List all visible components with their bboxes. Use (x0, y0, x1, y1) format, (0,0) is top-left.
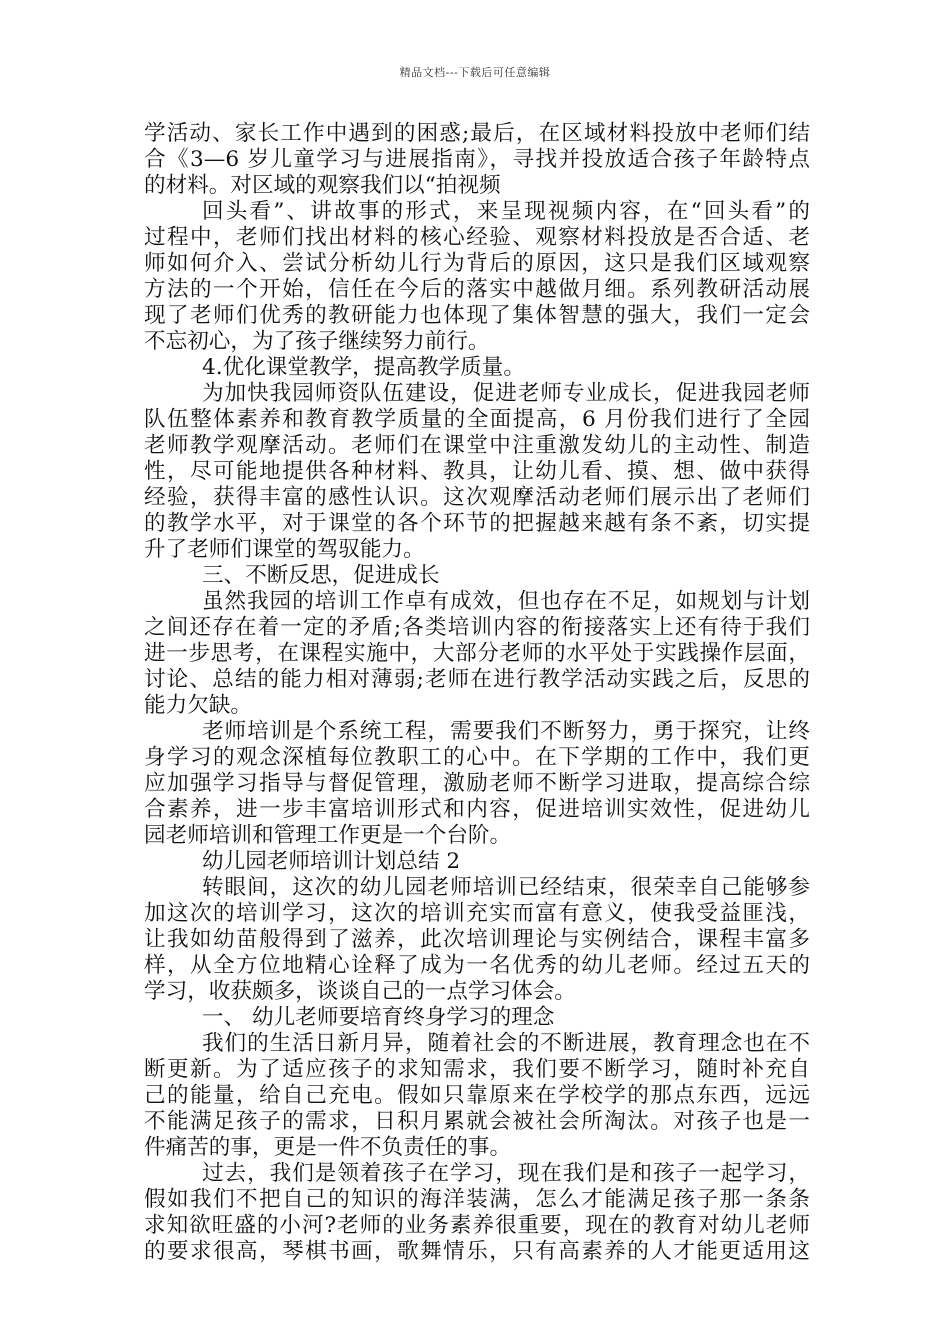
document-body (144, 121, 810, 1265)
paragraph (144, 1005, 810, 1031)
paragraph (144, 849, 810, 875)
page-header: 精品文档---下载后可任意编辑 (399, 66, 551, 79)
paragraph-line: 虽然我园的培训工作卓有成效，但也存在不足，如规划与计划 (202, 589, 810, 614)
paragraph-line: 回头看”、讲故事的形式，来呈现视频内容，在“回头看”的 (202, 199, 810, 224)
paragraph-line: 升了老师们课堂的驾驭能力。 (144, 537, 425, 562)
paragraph (144, 121, 810, 199)
paragraph-line: 我们的生活日新月异，随着社会的不断进展，教育理念也在不 (202, 1031, 810, 1056)
paragraph-line: 的教学水平，对于课堂的各个环节的把握越来越有条不紊，切实提 (144, 511, 810, 536)
paragraph (144, 1031, 810, 1161)
paragraph-line: 过程中，老师们找出材料的核心经验、观察材料投放是否合适、老 (144, 225, 810, 250)
paragraph-line: 样，从全方位地精心诠释了成为一名优秀的幼儿老师。经过五天的 (144, 953, 810, 978)
paragraph-line: 之间还存在着一定的矛盾;各类培训内容的衔接落实上还有待于我们 (144, 615, 810, 640)
paragraph-line: 不能满足孩子的需求，日积月累就会被社会所淘汰。对孩子也是一 (144, 1109, 810, 1134)
paragraph-line: 件痛苦的事，更是一件不负责任的事。 (144, 1135, 512, 1160)
paragraph (144, 875, 810, 1005)
paragraph-line: 的要求很高，琴棋书画，歌舞情乐，只有高素养的人才能更适用这 (144, 1239, 810, 1264)
paragraph-line: 假如我们不把自己的知识的海洋装满，怎么才能满足孩子那一条条 (144, 1187, 810, 1212)
paragraph-line: 经验，获得丰富的感性认识。这次观摩活动老师们展示出了老师们 (144, 485, 810, 510)
paragraph-line: 能力欠缺。 (144, 693, 252, 718)
paragraph-line: 断更新。为了适应孩子的求知需求，我们要不断学习，随时补充自 (144, 1057, 810, 1082)
paragraph-line: 应加强学习指导与督促管理，激励老师不断学习进取，提高综合综 (144, 771, 810, 796)
paragraph-line: 师如何介入、尝试分析幼儿行为背后的原因，这只是我们区域观察 (144, 251, 810, 276)
paragraph-line: 一、 幼儿老师要培育终身学习的理念 (202, 1005, 555, 1030)
paragraph-line: 身学习的观念深植每位教职工的心中。在下学期的工作中，我们更 (144, 745, 810, 770)
paragraph (144, 355, 810, 381)
paragraph-line: 加这次的培训学习，这次的培训充实而富有意义，使我受益匪浅， (144, 901, 810, 926)
paragraph-line: 性，尽可能地提供各种材料、教具，让幼儿看、摸、想、做中获得 (144, 459, 810, 484)
paragraph (144, 1161, 810, 1265)
paragraph-line: 学活动、家长工作中遇到的困惑;最后，在区域材料投放中老师们结 (144, 121, 810, 146)
paragraph (144, 381, 810, 563)
paragraph-line: 4.优化课堂教学，提高教学质量。 (202, 355, 525, 380)
paragraph-line: 过去，我们是领着孩子在学习，现在我们是和孩子一起学习， (202, 1161, 810, 1186)
paragraph-line: 合《3—6 岁儿童学习与进展指南》，寻找并投放适合孩子年龄特点 (144, 147, 810, 172)
paragraph-line: 老师培训是个系统工程，需要我们不断努力，勇于探究，让终 (202, 719, 810, 744)
paragraph-line: 现了老师们优秀的教研能力也体现了集体智慧的强大，我们一定会 (144, 303, 810, 328)
paragraph-line: 讨论、总结的能力相对薄弱;老师在进行教学活动实践之后，反思的 (144, 667, 810, 692)
paragraph-line: 老师教学观摩活动。老师们在课堂中注重激发幼儿的主动性、制造 (144, 433, 810, 458)
paragraph (144, 199, 810, 355)
paragraph-line: 学习，收获颇多，谈谈自己的一点学习体会。 (144, 979, 576, 1004)
paragraph (144, 719, 810, 849)
paragraph-line: 园老师培训和管理工作更是一个台阶。 (144, 823, 512, 848)
paragraph-line: 的材料。对区域的观察我们以“拍视频 (144, 173, 501, 198)
paragraph-line: 为加快我园师资队伍建设，促进老师专业成长，促进我园老师 (202, 381, 810, 406)
paragraph-line: 三、不断反思，促进成长 (202, 563, 440, 588)
paragraph-line: 方法的一个开始，信任在今后的落实中越做月细。系列教研活动展 (144, 277, 810, 302)
paragraph-line: 进一步思考，在课程实施中，大部分老师的水平处于实践操作层面， (144, 641, 810, 666)
paragraph-line: 合素养，进一步丰富培训形式和内容，促进培训实效性，促进幼儿 (144, 797, 810, 822)
paragraph-line: 不忘初心，为了孩子继续努力前行。 (144, 329, 490, 354)
paragraph-line: 求知欲旺盛的小河?老师的业务素养很重要，现在的教育对幼儿老师 (144, 1213, 810, 1238)
paragraph-line: 己的能量，给自己充电。假如只靠原来在学校学的那点东西，远远 (144, 1083, 810, 1108)
paragraph (144, 589, 810, 719)
paragraph (144, 563, 810, 589)
paragraph-line: 队伍整体素养和教育教学质量的全面提高，6 月份我们进行了全园 (144, 407, 810, 432)
paragraph-line: 转眼间，这次的幼儿园老师培训已经结束，很荣幸自己能够参 (202, 875, 810, 900)
paragraph-line: 幼儿园老师培训计划总结 2 (202, 849, 461, 874)
paragraph-line: 让我如幼苗般得到了滋养，此次培训理论与实例结合，课程丰富多 (144, 927, 810, 952)
